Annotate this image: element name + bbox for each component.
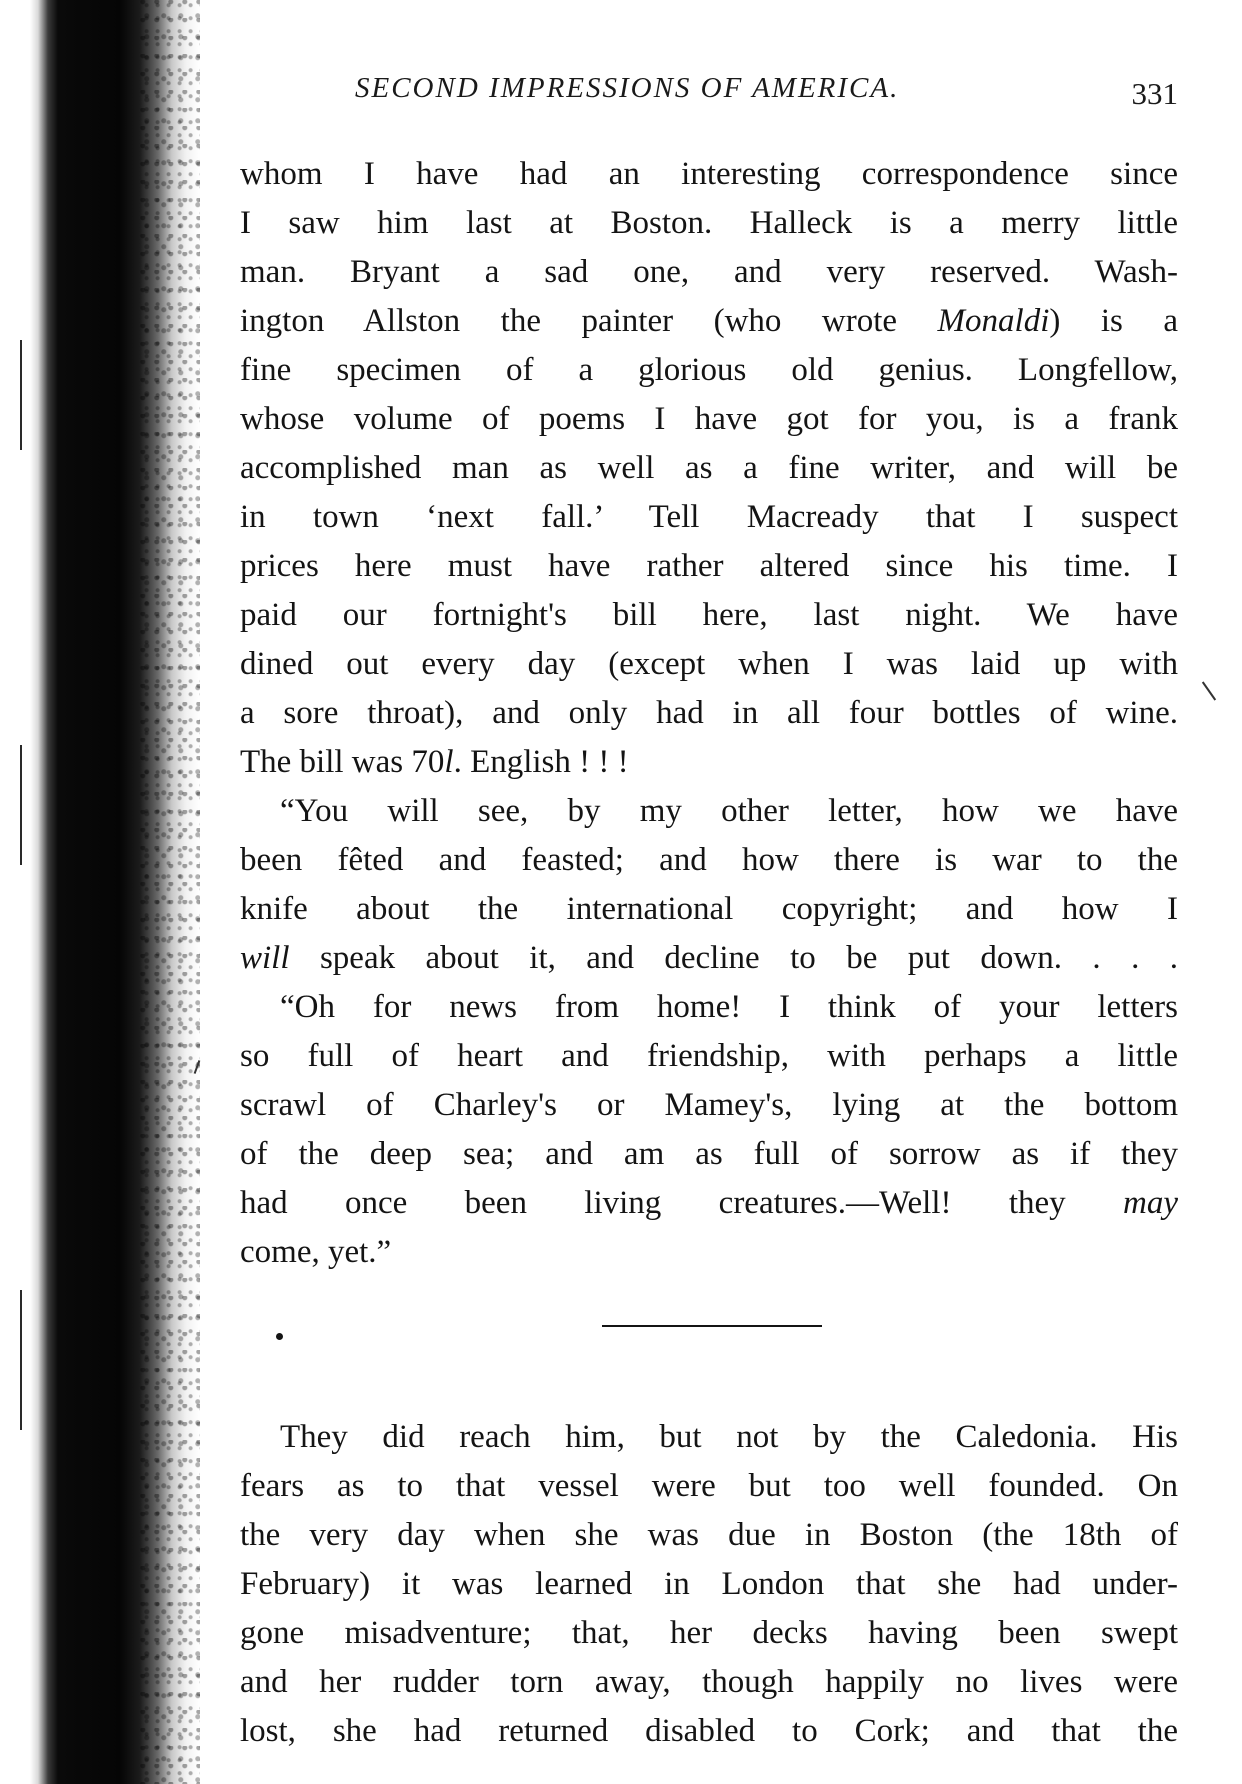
text-run: ) is a bbox=[1049, 303, 1178, 339]
text-line bbox=[240, 297, 1178, 346]
text-run: had once been living creatures.—Well! they bbox=[240, 1185, 1124, 1221]
text-line: fine specimen of a glorious old genius. Longfellow, bbox=[240, 352, 1178, 388]
text-line: whom I have had an interesting correspondence since bbox=[240, 156, 1178, 192]
text-line: a sore throat), and only had in all four bottles of wine. bbox=[240, 695, 1178, 731]
text-line: whose volume of poems I have got for you, is a frank bbox=[240, 401, 1178, 437]
currency-unit: l bbox=[444, 744, 454, 780]
stray-mark bbox=[1202, 681, 1216, 700]
text-run: speak about it, and decline to be put down. . . . bbox=[289, 940, 1178, 976]
text-line: in town ‘next fall.’ Tell Macready that I suspect bbox=[240, 499, 1178, 535]
emphasis: may bbox=[1123, 1185, 1178, 1221]
text-line: been fêted and feasted; and how there is war to the bbox=[240, 842, 1178, 878]
text-line: accomplished man as well as a fine writer, and will be bbox=[240, 450, 1178, 486]
page-header bbox=[240, 62, 1178, 112]
section-break bbox=[240, 1277, 1178, 1413]
stray-ink-dot bbox=[276, 1333, 283, 1340]
emphasis: will bbox=[240, 940, 290, 976]
running-head: SECOND IMPRESSIONS OF AMERICA. bbox=[355, 72, 900, 104]
text-line: the very day when she was due in Boston (the 18th of bbox=[240, 1517, 1178, 1553]
book-title: Monaldi bbox=[937, 303, 1050, 339]
text-line: knife about the international copyright; and how I bbox=[240, 891, 1178, 927]
text-line: come, yet.” bbox=[240, 1234, 392, 1270]
text-line: dined out every day (except when I was laid up with bbox=[240, 646, 1178, 682]
text-line: man. Bryant a sad one, and very reserved. Wash- bbox=[240, 254, 1178, 290]
text-line: February) it was learned in London that she had under- bbox=[240, 1566, 1178, 1602]
text-line: I saw him last at Boston. Halleck is a merry little bbox=[240, 205, 1178, 241]
text-line: They did reach him, but not by the Caledonia. His bbox=[280, 1419, 1178, 1455]
text-run: The bill was 70 bbox=[240, 744, 445, 780]
text-line: prices here must have rather altered since his time. I bbox=[240, 548, 1178, 584]
text-run: ington Allston the painter (who wrote bbox=[240, 303, 938, 339]
scan-gutter-shadow bbox=[0, 0, 240, 1784]
page-edge-mark bbox=[20, 340, 22, 450]
text-line: so full of heart and friendship, with perhaps a little bbox=[240, 1038, 1178, 1074]
text-line: paid our fortnight's bill here, last night. We have bbox=[240, 597, 1178, 633]
text-line bbox=[240, 738, 1178, 787]
text-line: scrawl of Charley's or Mamey's, lying at the bottom bbox=[240, 1087, 1178, 1123]
text-line: fears as to that vessel were but too well founded. On bbox=[240, 1468, 1178, 1504]
page-edge-mark bbox=[20, 1290, 22, 1430]
page-body bbox=[240, 150, 1178, 1756]
scan-noise bbox=[140, 0, 200, 1784]
page-number: 331 bbox=[1131, 76, 1178, 111]
text-line: of the deep sea; and am as full of sorrow as if they bbox=[240, 1136, 1178, 1172]
text-line: and her rudder torn away, though happily no lives were bbox=[240, 1664, 1178, 1700]
text-line: lost, she had returned disabled to Cork; and that the bbox=[240, 1713, 1178, 1749]
section-divider bbox=[602, 1325, 822, 1327]
text-line: “Oh for news from home! I think of your letters bbox=[280, 989, 1178, 1025]
text-line: gone misadventure; that, her decks having been swept bbox=[240, 1615, 1178, 1651]
text-line: “You will see, by my other letter, how we have bbox=[280, 793, 1178, 829]
text-line bbox=[240, 934, 1178, 983]
text-run: . English ! ! ! bbox=[453, 744, 629, 780]
page-edge-mark bbox=[20, 745, 22, 865]
text-line bbox=[240, 1179, 1178, 1228]
